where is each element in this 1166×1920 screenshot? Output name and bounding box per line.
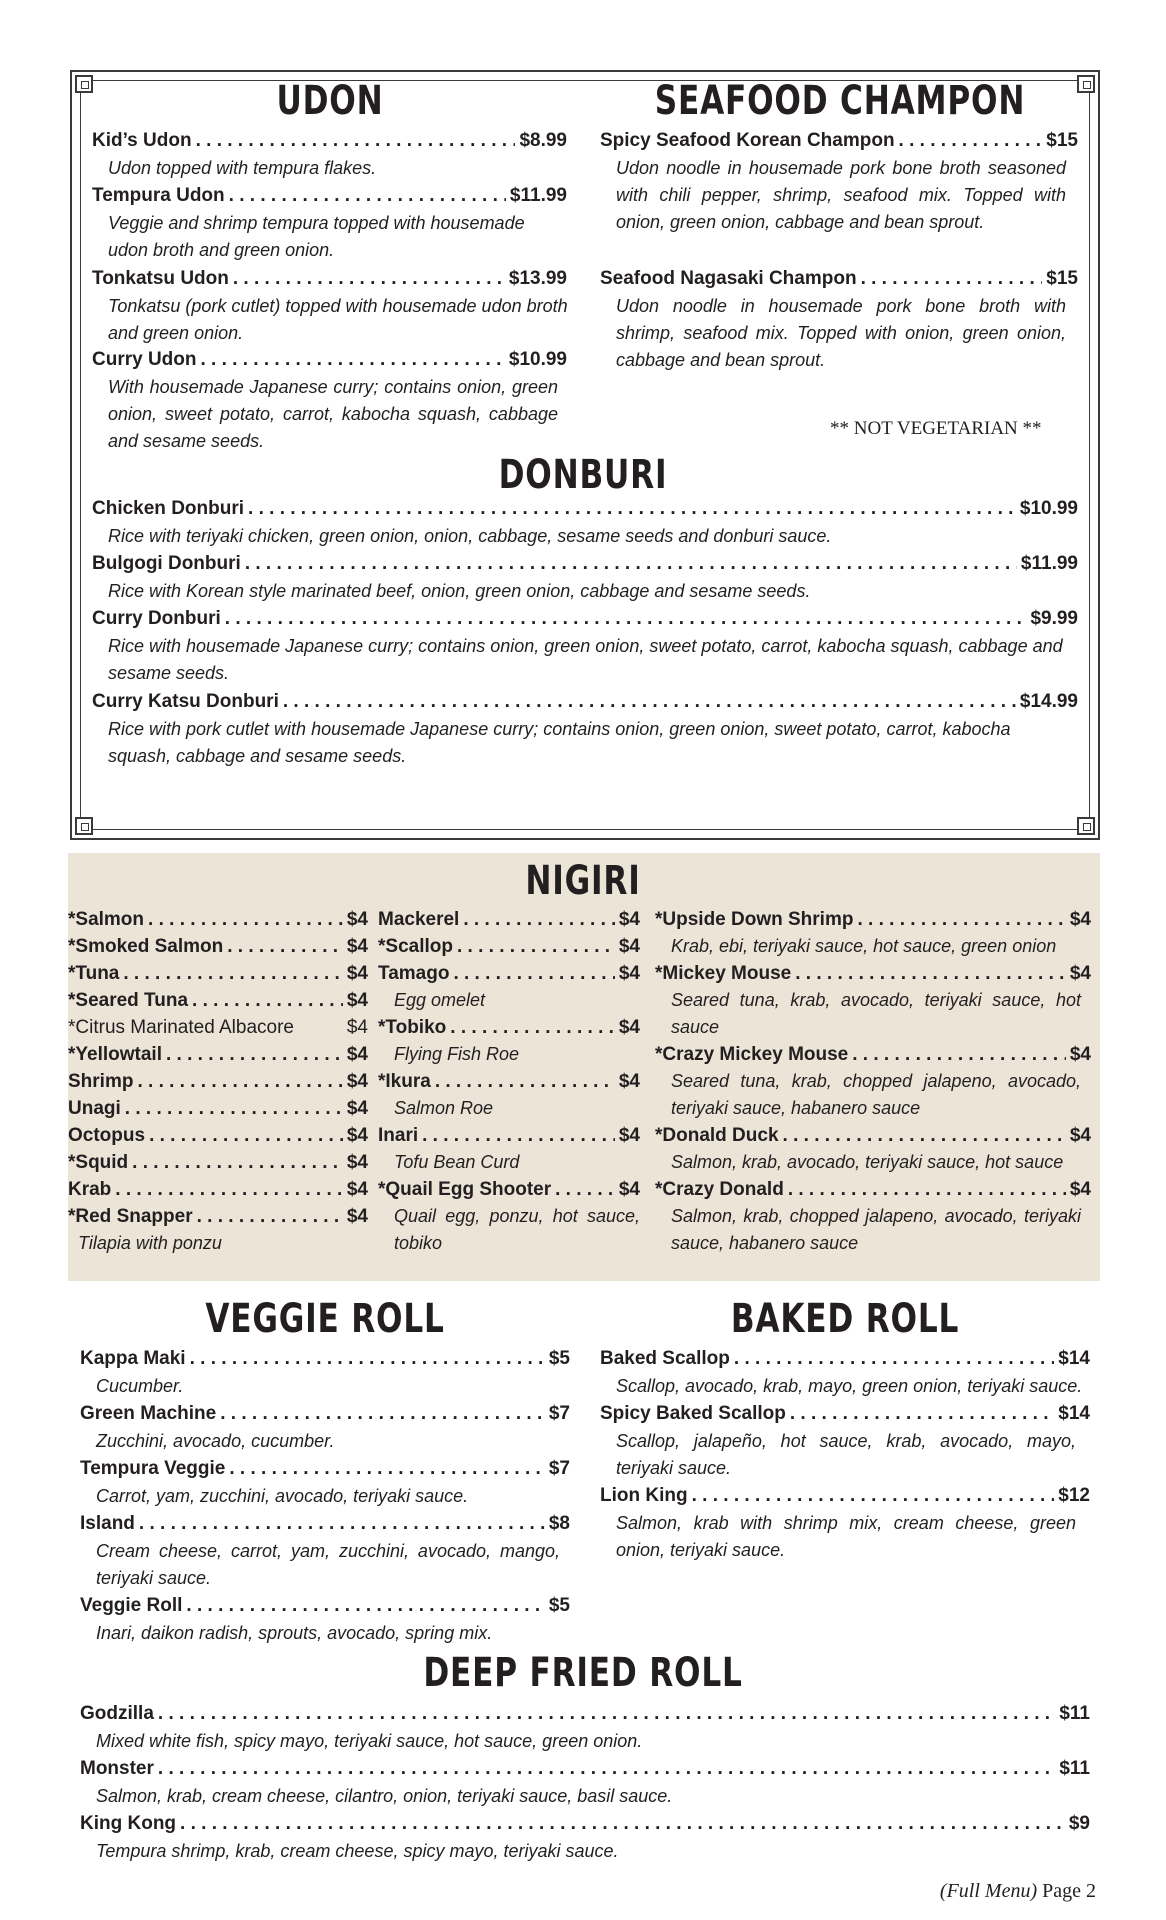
item-name: Spicy Baked Scallop bbox=[600, 1403, 786, 1424]
item-price: $4 bbox=[346, 1017, 368, 1038]
item-description: Mixed white fish, spicy mayo, teriyaki sauce, hot sauce, green onion. bbox=[96, 1731, 643, 1751]
item-price: $15 bbox=[1046, 130, 1078, 151]
item-price: $11.99 bbox=[1020, 553, 1078, 574]
item-description: Quail egg, ponzu, hot sauce, tobiko bbox=[394, 1206, 640, 1253]
item-description: Flying Fish Roe bbox=[394, 1044, 520, 1064]
item-description: Seared tuna, krab, avocado, teriyaki sauce, hot sauce bbox=[671, 990, 1081, 1037]
item-price: $9.99 bbox=[1030, 608, 1078, 629]
nigiri-item bbox=[655, 906, 1091, 933]
item-price: $4 bbox=[1069, 1125, 1091, 1146]
item-name: *Red Snapper bbox=[68, 1206, 193, 1227]
champon-heading: SEAFOOD CHAMPON bbox=[654, 78, 1026, 124]
item-name: Shrimp bbox=[68, 1071, 134, 1092]
menu-item bbox=[92, 550, 1078, 577]
item-description: Scallop, jalapeño, hot sauce, krab, avocado, mayo, teriyaki sauce. bbox=[616, 1431, 1076, 1478]
item-price: $4 bbox=[1069, 1044, 1091, 1065]
item-price: $4 bbox=[346, 1152, 368, 1173]
item-price: $14.99 bbox=[1019, 691, 1078, 712]
item-description: Salmon, krab, chopped jalapeno, avocado, teriyaki sauce, habanero sauce bbox=[671, 1206, 1081, 1253]
item-name: Tamago bbox=[378, 963, 450, 984]
page-number: Page 2 bbox=[1042, 1880, 1096, 1902]
item-name: Mackerel bbox=[378, 909, 460, 930]
item-name: *Salmon bbox=[68, 909, 145, 930]
item-name: Spicy Seafood Korean Champon bbox=[600, 130, 895, 151]
item-name: Inari bbox=[378, 1125, 419, 1146]
item-name: Island bbox=[80, 1513, 135, 1534]
item-price: $11 bbox=[1059, 1758, 1090, 1779]
nigiri-item bbox=[68, 1122, 368, 1149]
item-price: $8 bbox=[548, 1513, 570, 1534]
item-description: Tofu Bean Curd bbox=[394, 1152, 520, 1172]
item-name: *Tobiko bbox=[378, 1017, 447, 1038]
nigiri-item bbox=[378, 906, 640, 933]
item-name: Veggie Roll bbox=[80, 1595, 183, 1616]
nigiri-item bbox=[68, 987, 368, 1014]
nigiri-item bbox=[68, 1095, 368, 1122]
item-name: King Kong bbox=[80, 1813, 177, 1834]
item-price: $8.99 bbox=[519, 130, 567, 151]
menu-item bbox=[600, 1482, 1090, 1509]
item-price: $4 bbox=[618, 1071, 640, 1092]
item-description: Salmon, krab, cream cheese, cilantro, onion, teriyaki sauce, basil sauce. bbox=[96, 1786, 673, 1806]
item-name: Kappa Maki bbox=[80, 1348, 186, 1369]
item-description: Inari, daikon radish, sprouts, avocado, spring mix. bbox=[96, 1623, 493, 1643]
item-price: $10.99 bbox=[508, 349, 567, 370]
item-name: Unagi bbox=[68, 1098, 121, 1119]
menu-item bbox=[80, 1345, 570, 1372]
item-price: $12 bbox=[1058, 1485, 1090, 1506]
item-name: Curry Katsu Donburi bbox=[92, 691, 279, 712]
item-name: Curry Donburi bbox=[92, 608, 221, 629]
menu-item bbox=[80, 1455, 570, 1482]
item-description: Salmon, krab, avocado, teriyaki sauce, hot sauce bbox=[671, 1152, 1064, 1172]
nigiri-item bbox=[378, 1176, 640, 1203]
item-name: Tonkatsu Udon bbox=[92, 268, 229, 289]
nigiri-item bbox=[655, 960, 1091, 987]
nigiri-item bbox=[68, 1149, 368, 1176]
menu-item bbox=[92, 346, 567, 373]
item-price: $11 bbox=[1059, 1703, 1090, 1724]
item-name: Bulgogi Donburi bbox=[92, 553, 241, 574]
menu-item bbox=[80, 1400, 570, 1427]
item-price: $4 bbox=[346, 1125, 368, 1146]
item-description: Rice with teriyaki chicken, green onion, onion, cabbage, sesame seeds and donburi sauce. bbox=[108, 526, 832, 546]
item-description: Tempura shrimp, krab, cream cheese, spicy mayo, teriyaki sauce. bbox=[96, 1841, 619, 1861]
item-price: $4 bbox=[618, 963, 640, 984]
menu-item bbox=[600, 127, 1078, 154]
nigiri-item bbox=[655, 1122, 1091, 1149]
nigiri-item bbox=[68, 933, 368, 960]
item-price: $7 bbox=[548, 1403, 570, 1424]
item-name: Seafood Nagasaki Champon bbox=[600, 268, 857, 289]
item-name: *Crazy Mickey Mouse bbox=[655, 1044, 849, 1065]
item-name: Octopus bbox=[68, 1125, 146, 1146]
item-description: Udon topped with tempura flakes. bbox=[108, 158, 377, 178]
item-price: $4 bbox=[346, 1179, 368, 1200]
item-description: Scallop, avocado, krab, mayo, green onion, teriyaki sauce. bbox=[616, 1376, 1083, 1396]
item-name: Tempura Udon bbox=[92, 185, 225, 206]
item-name: *Mickey Mouse bbox=[655, 963, 792, 984]
item-price: $4 bbox=[346, 1044, 368, 1065]
item-name: *Tuna bbox=[68, 963, 120, 984]
menu-item bbox=[80, 1810, 1090, 1837]
item-price: $4 bbox=[618, 936, 640, 957]
item-price: $4 bbox=[346, 1071, 368, 1092]
deep-fried-roll-heading: DEEP FRIED ROLL bbox=[423, 1650, 743, 1696]
item-price: $4 bbox=[346, 1098, 368, 1119]
menu-item bbox=[80, 1755, 1090, 1782]
menu-item bbox=[80, 1592, 570, 1619]
item-description: Zucchini, avocado, cucumber. bbox=[96, 1431, 335, 1451]
frame-corner-ornament bbox=[1077, 75, 1095, 93]
item-name: *Yellowtail bbox=[68, 1044, 162, 1065]
item-price: $5 bbox=[548, 1348, 570, 1369]
item-price: $11.99 bbox=[509, 185, 567, 206]
item-name: Tempura Veggie bbox=[80, 1458, 226, 1479]
item-description: With housemade Japanese curry; contains onion, green onion, sweet potato, carrot, kabocha squash, cabbage and sesame seeds. bbox=[108, 377, 558, 451]
item-name: *Quail Egg Shooter bbox=[378, 1179, 552, 1200]
item-description: Egg omelet bbox=[394, 990, 486, 1010]
nigiri-item bbox=[378, 933, 640, 960]
item-price: $4 bbox=[618, 909, 640, 930]
menu-item bbox=[92, 605, 1078, 632]
nigiri-item bbox=[378, 960, 640, 987]
item-name: Baked Scallop bbox=[600, 1348, 730, 1369]
menu-item bbox=[600, 1345, 1090, 1372]
udon-heading: UDON bbox=[276, 78, 384, 124]
item-name: Green Machine bbox=[80, 1403, 217, 1424]
nigiri-item bbox=[68, 1203, 368, 1230]
nigiri-item bbox=[68, 1068, 368, 1095]
page-footer bbox=[940, 1880, 1096, 1903]
item-name: *Upside Down Shrimp bbox=[655, 909, 854, 930]
item-name: *Smoked Salmon bbox=[68, 936, 224, 957]
nigiri-item bbox=[68, 1041, 368, 1068]
item-name: *Donald Duck bbox=[655, 1125, 779, 1146]
menu-item bbox=[600, 1400, 1090, 1427]
item-description: Veggie and shrimp tempura topped with housemade udon broth and green onion. bbox=[108, 213, 525, 260]
item-name: Krab bbox=[68, 1179, 112, 1200]
item-description: Cucumber. bbox=[96, 1376, 184, 1396]
item-price: $4 bbox=[346, 963, 368, 984]
item-price: $14 bbox=[1058, 1403, 1090, 1424]
item-description: Carrot, yam, zucchini, avocado, teriyaki sauce. bbox=[96, 1486, 469, 1506]
item-price: $10.99 bbox=[1019, 498, 1078, 519]
item-price: $4 bbox=[618, 1179, 640, 1200]
item-name: *Ikura bbox=[378, 1071, 431, 1092]
menu-item bbox=[92, 688, 1078, 715]
nigiri-item bbox=[68, 960, 368, 987]
item-price: $4 bbox=[1069, 909, 1091, 930]
item-description: Tonkatsu (pork cutlet) topped with housemade udon broth and green onion. bbox=[108, 296, 568, 343]
item-description: Seared tuna, krab, chopped jalapeno, avocado, teriyaki sauce, habanero sauce bbox=[671, 1071, 1081, 1118]
item-price: $4 bbox=[346, 936, 368, 957]
item-description: Udon noodle in housemade pork bone broth with shrimp, seafood mix. Topped with onion, green onion, cabbage and bean sprout. bbox=[616, 296, 1066, 370]
item-name: *Scallop bbox=[378, 936, 453, 957]
item-price: $4 bbox=[346, 909, 368, 930]
item-name: Kid’s Udon bbox=[92, 130, 192, 151]
item-name: Curry Udon bbox=[92, 349, 197, 370]
menu-item bbox=[92, 182, 567, 209]
nigiri-item bbox=[378, 1014, 640, 1041]
item-price: $15 bbox=[1046, 268, 1078, 289]
item-name: Chicken Donburi bbox=[92, 498, 245, 519]
item-price: $4 bbox=[346, 990, 368, 1011]
item-price: $4 bbox=[618, 1017, 640, 1038]
item-name: *Citrus Marinated Albacore bbox=[68, 1017, 294, 1038]
nigiri-item bbox=[378, 1068, 640, 1095]
frame-corner-ornament bbox=[75, 817, 93, 835]
item-description: Rice with pork cutlet with housemade Japanese curry; contains onion, green onion, sweet potato, carrot, kabocha squash, cabbage and sesame seeds. bbox=[108, 719, 1011, 766]
nigiri-item bbox=[655, 1041, 1091, 1068]
nigiri-heading: NIGIRI bbox=[525, 858, 641, 904]
baked-roll-heading: BAKED ROLL bbox=[730, 1296, 960, 1342]
item-price: $9 bbox=[1068, 1813, 1090, 1834]
item-price: $7 bbox=[548, 1458, 570, 1479]
nigiri-item bbox=[68, 1176, 368, 1203]
menu-item bbox=[92, 495, 1078, 522]
item-name: *Squid bbox=[68, 1152, 129, 1173]
item-price: $5 bbox=[548, 1595, 570, 1616]
item-name: Godzilla bbox=[80, 1703, 154, 1724]
item-price: $4 bbox=[1069, 963, 1091, 984]
item-description: Udon noodle in housemade pork bone broth seasoned with chili pepper, shrimp, seafood mix. Topped with onion, green onion, cabbage and bean sprout. bbox=[616, 158, 1066, 232]
full-menu-label: (Full Menu) bbox=[939, 1880, 1038, 1902]
menu-item bbox=[80, 1700, 1090, 1727]
frame-corner-ornament bbox=[1077, 817, 1095, 835]
menu-item bbox=[80, 1510, 570, 1537]
item-name: Lion King bbox=[600, 1485, 688, 1506]
frame-corner-ornament bbox=[75, 75, 93, 93]
item-price: $13.99 bbox=[508, 268, 567, 289]
veggie-roll-heading: VEGGIE ROLL bbox=[205, 1296, 445, 1342]
menu-item bbox=[92, 127, 567, 154]
item-price: $14 bbox=[1058, 1348, 1090, 1369]
donburi-heading: DONBURI bbox=[498, 452, 668, 498]
item-price: $4 bbox=[1069, 1179, 1091, 1200]
item-price: $4 bbox=[346, 1206, 368, 1227]
item-description: Tilapia with ponzu bbox=[78, 1233, 222, 1253]
item-description: Rice with housemade Japanese curry; contains onion, green onion, sweet potato, carrot, kabocha squash, cabbage and sesame seeds. bbox=[108, 636, 1063, 683]
item-description: Cream cheese, carrot, yam, zucchini, avocado, mango, teriyaki sauce. bbox=[96, 1541, 560, 1588]
item-description: Salmon Roe bbox=[394, 1098, 494, 1118]
not-vegetarian-note: ** NOT VEGETARIAN ** bbox=[830, 418, 1042, 439]
nigiri-item bbox=[68, 1014, 368, 1041]
item-price: $4 bbox=[618, 1125, 640, 1146]
nigiri-item bbox=[655, 1176, 1091, 1203]
item-description: Krab, ebi, teriyaki sauce, hot sauce, green onion bbox=[671, 936, 1057, 956]
item-name: *Seared Tuna bbox=[68, 990, 189, 1011]
menu-item bbox=[600, 265, 1078, 292]
nigiri-item bbox=[378, 1122, 640, 1149]
item-description: Salmon, krab with shrimp mix, cream cheese, green onion, teriyaki sauce. bbox=[616, 1513, 1076, 1560]
item-description: Rice with Korean style marinated beef, onion, green onion, cabbage and sesame seeds. bbox=[108, 581, 811, 601]
item-name: Monster bbox=[80, 1758, 154, 1779]
menu-item bbox=[92, 265, 567, 292]
item-name: *Crazy Donald bbox=[655, 1179, 784, 1200]
nigiri-item bbox=[68, 906, 368, 933]
